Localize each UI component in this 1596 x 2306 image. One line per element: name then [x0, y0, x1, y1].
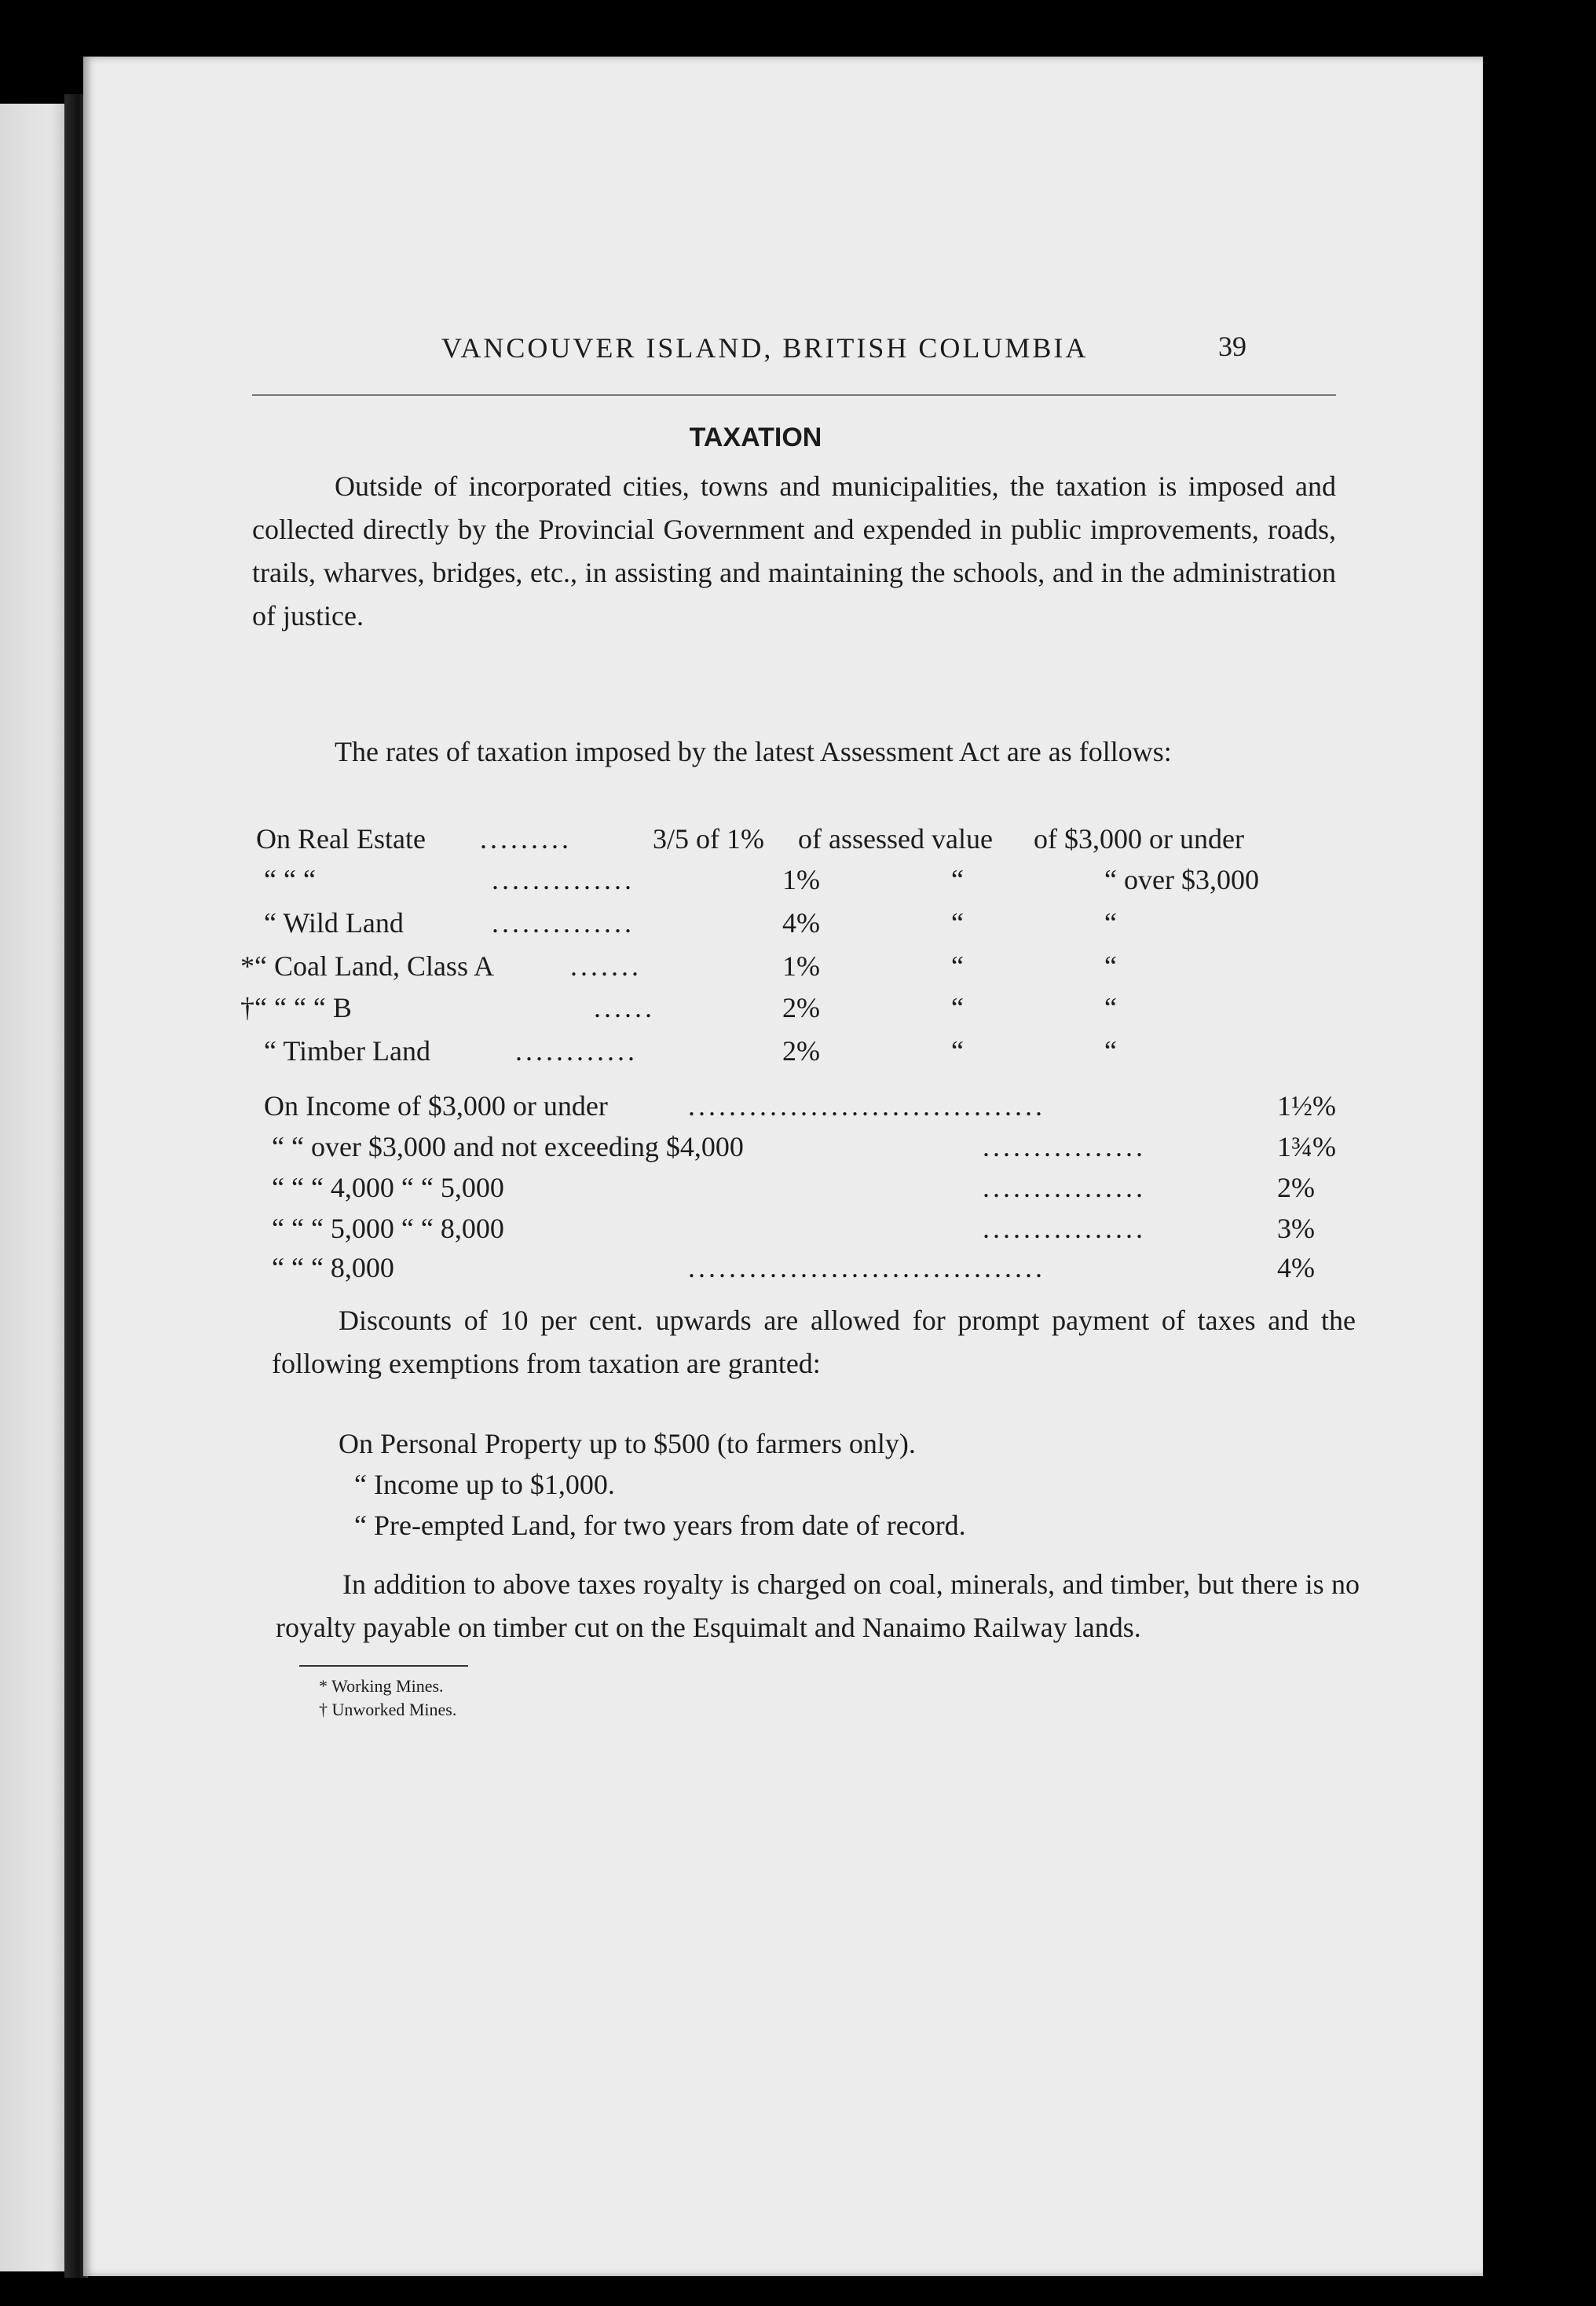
income-rate: 1½% — [1277, 1090, 1336, 1122]
rate-leader: .............. — [492, 864, 635, 895]
income-label: “ “ “ 5,000 “ “ 8,000 — [272, 1213, 504, 1244]
rate-label: “ Wild Land — [264, 907, 404, 939]
rate-label: †“ “ “ “ B — [240, 992, 352, 1023]
section-title: TAXATION — [689, 423, 822, 452]
income-label: “ “ “ 8,000 — [272, 1252, 394, 1283]
discounts-text: Discounts of 10 per cent. upwards are allowed for prompt payment of taxes and the following exemptions from taxation are granted: — [272, 1305, 1356, 1379]
rate-leader: ......... — [480, 823, 572, 855]
income-leader: ................ — [983, 1213, 1146, 1244]
rate-condition: “ — [1104, 950, 1117, 982]
list-item: “ Pre-empted Land, for two years from date of record. — [354, 1510, 966, 1541]
rate-value: 1% — [782, 864, 820, 895]
income-label: “ “ over $3,000 and not exceeding $4,000 — [272, 1131, 744, 1162]
intro-text: Outside of incorporated cities, towns and municipalities, the taxation is imposed and collected directly by the Provincial Government and expended in public improvements, roads, trails, wharves, bridges, etc., in assisting and maintaining the schools, and in the administration of justice. — [252, 470, 1336, 631]
rate-condition: of $3,000 or under — [1034, 823, 1244, 855]
income-rate: 4% — [1277, 1252, 1315, 1283]
book-page — [83, 57, 1483, 2276]
income-rate: 2% — [1277, 1172, 1315, 1203]
income-leader: ................................... — [688, 1252, 1045, 1283]
facing-page-edge — [0, 104, 72, 2271]
rate-basis: of assessed value — [798, 823, 993, 855]
list-item: On Personal Property up to $500 (to farmers only). — [339, 1428, 916, 1459]
income-rate: 1¾% — [1277, 1131, 1336, 1162]
rate-value: 4% — [782, 907, 820, 939]
rate-basis: “ — [951, 907, 964, 939]
rate-basis: “ — [951, 864, 964, 895]
rate-label: On Real Estate — [256, 823, 426, 855]
rates-intro-text: The rates of taxation imposed by the latest Assessment Act are as follows: — [335, 736, 1172, 767]
rate-basis: “ — [951, 950, 964, 982]
discounts-paragraph — [272, 1299, 1356, 1385]
rate-basis: “ — [951, 992, 964, 1023]
rate-label: “ Timber Land — [264, 1035, 430, 1067]
header-rule — [252, 394, 1336, 396]
footnote: * Working Mines. — [319, 1676, 444, 1696]
rate-value: 3/5 of 1% — [653, 823, 764, 855]
footnote: † Unworked Mines. — [319, 1700, 457, 1719]
intro-paragraph — [252, 465, 1336, 638]
income-rate: 3% — [1277, 1213, 1315, 1244]
rate-leader: ...... — [594, 992, 655, 1023]
royalty-paragraph — [276, 1563, 1360, 1649]
rates-intro-paragraph — [252, 730, 1336, 774]
income-label: “ “ “ 4,000 “ “ 5,000 — [272, 1172, 504, 1203]
rate-condition: “ — [1104, 992, 1117, 1023]
rate-leader: ............ — [515, 1035, 638, 1067]
income-leader: ................ — [983, 1131, 1146, 1162]
rate-label: *“ Coal Land, Class A — [240, 950, 494, 982]
royalty-text: In addition to above taxes royalty is charged on coal, minerals, and timber, but there is no royalty payable on timber cut on the Esquimalt and Nanaimo Railway lands. — [276, 1568, 1360, 1643]
rate-label: “ “ “ — [264, 864, 316, 895]
rate-leader: .............. — [492, 907, 635, 939]
rate-condition: “ — [1104, 907, 1117, 939]
rate-value: 1% — [782, 950, 820, 982]
rate-condition: “ over $3,000 — [1104, 864, 1259, 895]
footnote-rule — [299, 1665, 468, 1667]
page-number: 39 — [1218, 331, 1246, 362]
income-leader: ................................... — [688, 1090, 1045, 1122]
rate-value: 2% — [782, 1035, 820, 1067]
running-head: VANCOUVER ISLAND, BRITISH COLUMBIA — [441, 332, 1089, 364]
list-item: “ Income up to $1,000. — [354, 1469, 615, 1500]
rate-condition: “ — [1104, 1035, 1117, 1067]
rate-leader: ....... — [570, 950, 642, 982]
income-leader: ................ — [983, 1172, 1146, 1203]
rate-basis: “ — [951, 1035, 964, 1067]
rate-value: 2% — [782, 992, 820, 1023]
income-label: On Income of $3,000 or under — [264, 1090, 608, 1122]
